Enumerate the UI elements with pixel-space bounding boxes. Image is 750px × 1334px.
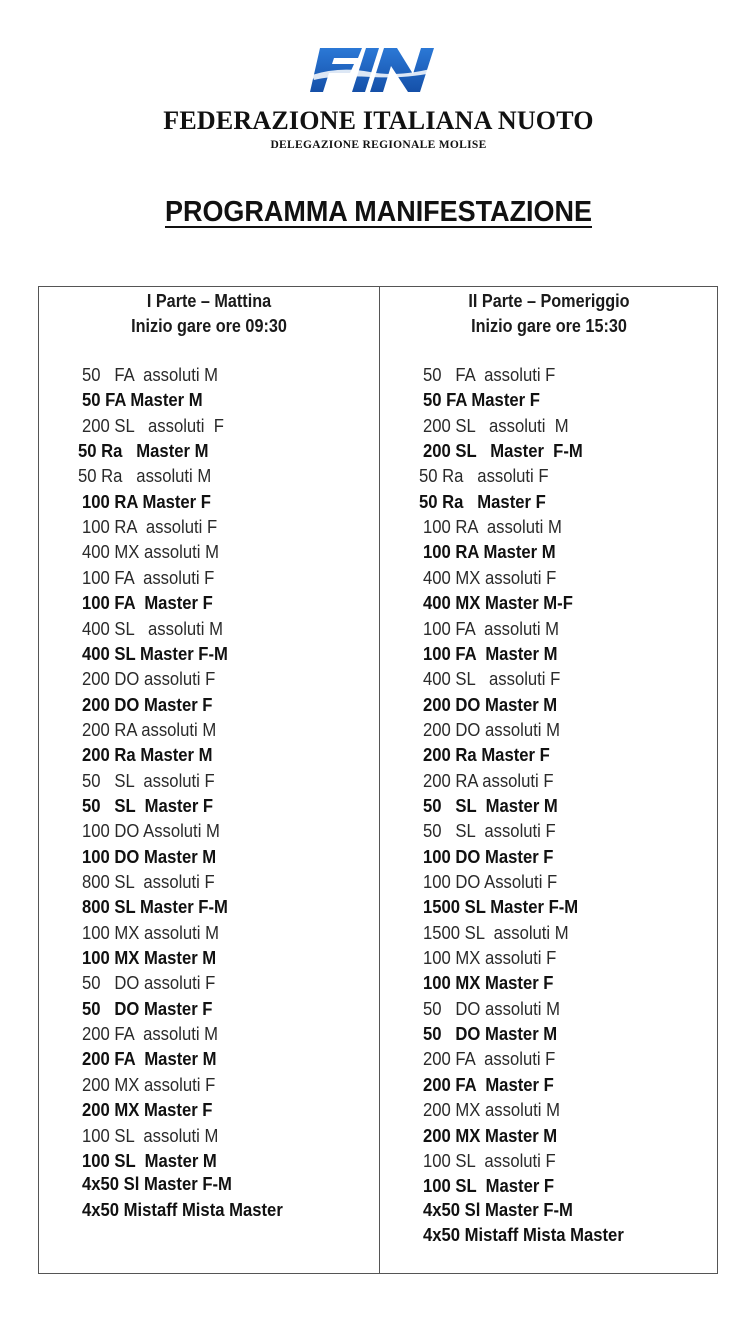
event-item: 50 SL Master F <box>82 794 214 816</box>
event-item: 200 RA assoluti F <box>423 769 554 791</box>
event-item: 1500 SL Master F-M <box>423 896 579 918</box>
morning-title: I Parte – Mattina <box>146 291 272 311</box>
event-item: 4x50 Sl Master F-M <box>82 1173 232 1195</box>
morning-header <box>39 289 379 339</box>
event-item: 200 SL Master F-M <box>423 440 583 462</box>
event-item: 4x50 Mistaff Mista Master <box>82 1198 283 1220</box>
event-item: 50 SL assoluti F <box>423 820 556 842</box>
event-item: 50 DO assoluti M <box>423 997 560 1019</box>
event-item: 50 DO Master M <box>423 1023 558 1045</box>
event-item: 400 SL assoluti F <box>423 668 561 690</box>
event-item: 100 FA Master F <box>82 592 213 614</box>
event-item: 50 FA Master M <box>82 389 203 411</box>
event-item: 200 FA assoluti F <box>423 1048 556 1070</box>
event-item: 400 SL Master F-M <box>82 642 228 664</box>
event-item: 100 MX assoluti M <box>82 921 219 943</box>
event-item: 50 FA Master F <box>423 389 540 411</box>
event-item: 50 SL assoluti F <box>82 769 215 791</box>
event-item: 100 RA assoluti F <box>82 516 218 538</box>
event-item: 1500 SL assoluti M <box>423 921 569 943</box>
program-table <box>38 286 718 1274</box>
event-item: 200 MX Master F <box>82 1099 213 1121</box>
morning-start-time: Inizio gare ore 09:30 <box>131 316 287 336</box>
event-item: 50 Ra Master M <box>78 440 209 462</box>
event-item: 100 DO Master M <box>82 845 217 867</box>
event-item: 200 SL assoluti F <box>82 414 224 436</box>
event-item: 50 FA assoluti F <box>423 364 556 385</box>
document-title: PROGRAMMA MANIFESTAZIONE <box>164 196 593 228</box>
event-item: 4x50 Mistaff Mista Master <box>423 1223 624 1245</box>
event-item: 200 Ra Master M <box>82 744 213 766</box>
event-item: 200 MX assoluti M <box>423 1099 560 1121</box>
event-item: 100 DO Assoluti M <box>82 820 220 842</box>
column-divider <box>379 287 380 1273</box>
event-item: 800 SL assoluti F <box>82 871 215 892</box>
event-item: 100 MX assoluti F <box>423 947 557 969</box>
event-item: 200 SL assoluti M <box>423 414 569 436</box>
event-item: 100 SL assoluti F <box>423 1149 556 1171</box>
event-item: 100 FA assoluti M <box>423 617 560 639</box>
event-item: 100 FA assoluti F <box>82 566 215 588</box>
event-item: 50 Ra Master F <box>419 490 546 512</box>
event-item: 400 MX Master M-F <box>423 592 573 614</box>
organization-name: FEDERAZIONE ITALIANA NUOTO <box>163 106 594 135</box>
afternoon-title: II Parte – Pomeriggio <box>468 291 630 311</box>
event-item: 200 FA Master F <box>423 1073 554 1095</box>
afternoon-header <box>379 289 719 339</box>
event-item: 100 RA Master F <box>82 490 211 512</box>
event-item: 200 MX assoluti F <box>82 1073 216 1095</box>
event-item: 100 DO Master F <box>423 845 554 867</box>
event-item: 50 Ra assoluti F <box>419 465 549 487</box>
event-item: 200 DO Master M <box>423 693 558 715</box>
event-item: 100 FA Master M <box>423 642 558 664</box>
afternoon-start-time: Inizio gare ore 15:30 <box>471 316 627 336</box>
organization-subtitle: DELEGAZIONE REGIONALE MOLISE <box>270 139 487 151</box>
event-item: 400 SL assoluti M <box>82 617 223 639</box>
event-item: 50 DO Master F <box>82 997 213 1019</box>
event-item: 100 MX Master F <box>423 972 554 994</box>
event-item: 100 SL assoluti M <box>82 1124 219 1146</box>
event-item: 100 SL Master M <box>82 1149 217 1171</box>
event-item: 200 DO Master F <box>82 693 213 715</box>
fin-logo <box>310 44 445 96</box>
event-item: 200 MX Master M <box>423 1124 558 1146</box>
event-item: 50 FA assoluti M <box>82 364 219 385</box>
event-item: 400 MX assoluti M <box>82 541 219 563</box>
event-item: 4x50 Sl Master F-M <box>423 1198 573 1220</box>
event-item: 50 SL Master M <box>423 794 558 816</box>
event-item: 100 DO Assoluti F <box>423 871 558 892</box>
event-item: 50 DO assoluti F <box>82 972 216 994</box>
event-item: 200 RA assoluti M <box>82 718 217 740</box>
event-item: 100 RA assoluti M <box>423 516 562 538</box>
event-item: 100 MX Master M <box>82 947 217 969</box>
event-item: 200 FA assoluti M <box>82 1023 219 1045</box>
event-item: 200 DO assoluti M <box>423 718 560 740</box>
event-item: 800 SL Master F-M <box>82 896 228 918</box>
event-item: 200 DO assoluti F <box>82 668 216 690</box>
event-item: 200 Ra Master F <box>423 744 550 766</box>
event-item: 200 FA Master M <box>82 1048 217 1070</box>
event-item: 400 MX assoluti F <box>423 566 557 588</box>
event-item: 50 Ra assoluti M <box>78 465 212 487</box>
event-item: 100 RA Master M <box>423 541 556 563</box>
event-item: 100 SL Master F <box>423 1175 555 1197</box>
